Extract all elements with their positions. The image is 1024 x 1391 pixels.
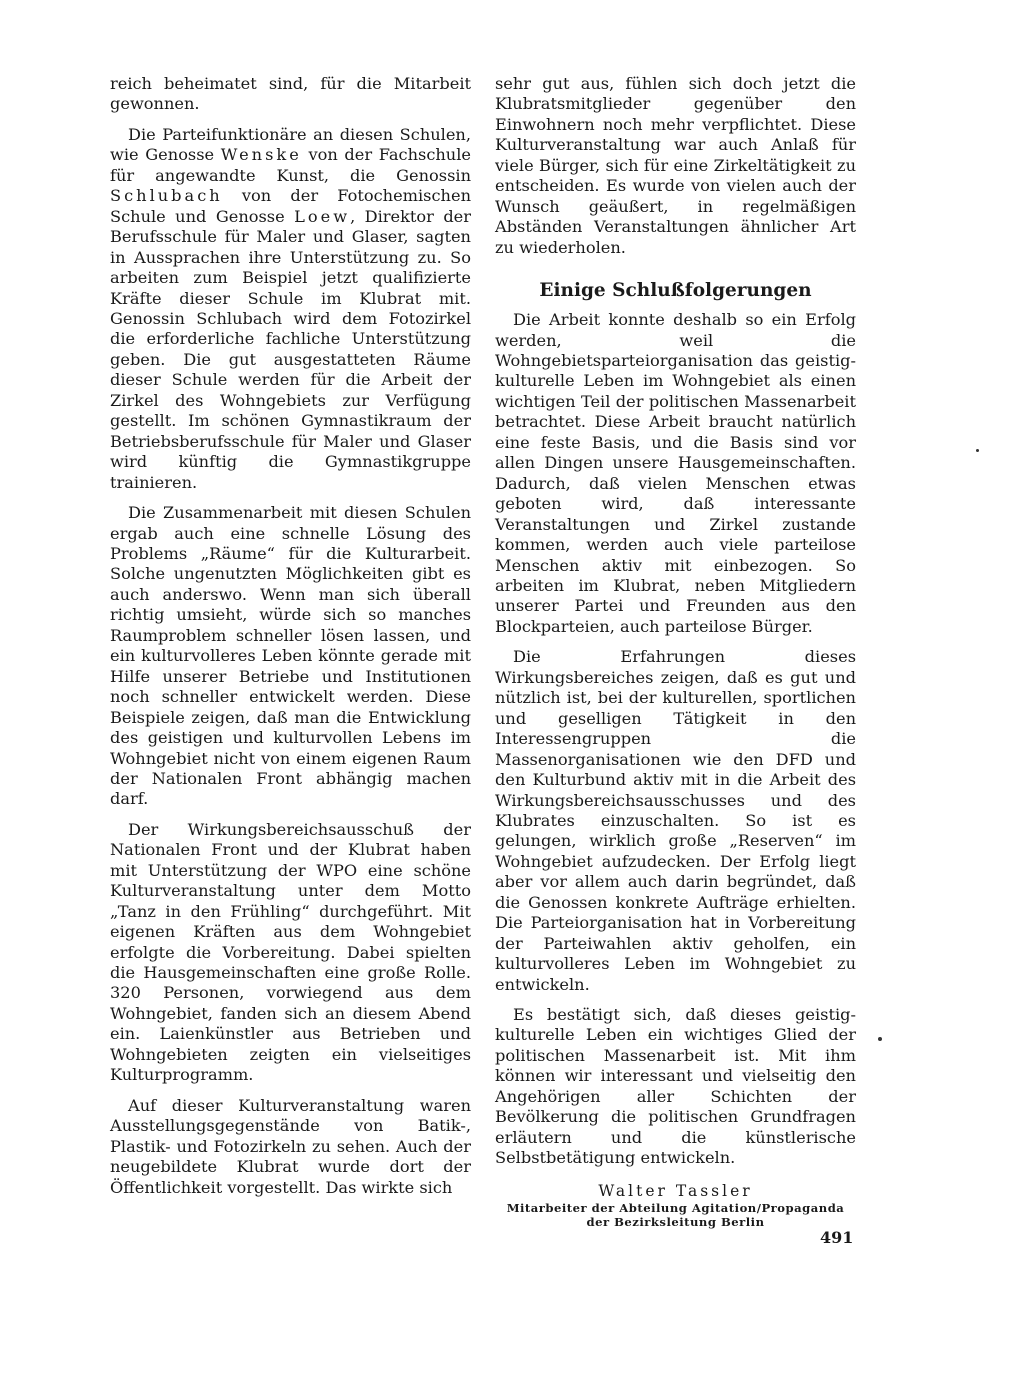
section-heading: Einige Schlußfolgerungen [539, 280, 812, 302]
author-name: Walter Tassler [598, 1181, 753, 1200]
paragraph-conclusion-3: Es bestätigt sich, daß dieses geistig-kulturelle Leben ein wichtiges Glied der politischen Massenarbeit ist. Mit ihm können wir interessant und vielseitig den Angehörigen aller Schichten der Bevölkerung die politischen Grundfragen erläutern und die künstlerische Selbstbetätigung entwickeln. [495, 1005, 856, 1168]
paragraph-2-part-b: von der Fachschule für angewandte Kunst, die Genossin [110, 145, 471, 185]
author-affiliation-line-2: der Bezirksleitung Berlin [586, 1214, 765, 1229]
paragraph-2-part-d: , Direktor der Berufsschule für Maler und Glaser, sagten in Aussprachen ihre Unterstützung zu. So arbeiten zum Beispiel jetzt qualifizierte Kräfte dieser Schule im Klubrat mit. Genossin Schlubach wird dem Fotozirkel die erforderliche fachliche Unterstützung geben. Die gut ausgestatteten Räume dieser Schule werden für die Arbeit der Zirkel des Wohngebiets zur Verfügung gestellt. Im schönen Gymnastikraum der Betriebsberufsschule für Maler und Glaser wird künftig die Gymnastikgruppe trainieren. [110, 206, 472, 492]
name-wenske: Wenske [220, 145, 302, 165]
paragraph-3: Die Zusammenarbeit mit diesen Schulen ergab auch eine schnelle Lösung des Problems „Räume“ für die Kulturarbeit. Solche ungenutzten Möglichkeiten gibt es auch anderswo. Wenn man sich überall richtig umsieht, würde sich so manches Raumproblem schneller lösen lassen, und ein kulturvolleres Leben könnte gerade mit Hilfe unserer Betriebe und Institutionen noch schneller entwickelt werden. Diese Beispiele zeigen, daß man die Entwicklung des geistigen und kulturvollen Lebens im Wohngebiet nicht von einem eigenen Raum der Nationalen Front abhängig machen darf. [110, 503, 471, 809]
paragraph-conclusion-2: Die Erfahrungen dieses Wirkungsbereiches zeigen, daß es gut und nützlich ist, bei der kulturellen, sportlichen und geselligen Tätigkeit in den Interessengruppen die Massenorganisationen wie den DFD und den Kulturbund aktiv mit in die Arbeit des Wirkungsbereichsausschusses und des Klubrates einzuschalten. So ist es gelungen, wirklich große „Reserven“ im Wohngebiet aufzudecken. Der Erfolg liegt aber vor allem auch darin begründet, daß die Genossen konkrete Aufträge erhielten. Die Parteiorganisation hat in Vorbereitung der Parteiwahlen aktiv geholfen, ein kulturvolleres Leben im Wohngebiet zu entwickeln. [495, 647, 856, 994]
paragraph-continued: sehr gut aus, fühlen sich doch jetzt die Klubratsmitglieder gegenüber den Einwohnern noch mehr verpflichtet. Diese Kulturveranstaltung war auch Anlaß für viele Bürger, sich für eine Zirkeltätigkeit zu entscheiden. Es wurde von vielen auch der Wunsch geäußert, in regelmäßigen Abständen Veranstaltungen ähnlicher Art zu wiederholen. [495, 74, 856, 257]
paragraph-4: Der Wirkungsbereichsausschuß der Nationalen Front und der Klubrat haben mit Unterstützung der WPO eine schöne Kulturveranstaltung unter dem Motto „Tanz in den Frühling“ durchgeführt. Mit eigenen Kräften aus dem Wohngebiet erfolgte die Vorbereitung. Dabei spielten die Hausgemeinschaften eine große Rolle. 320 Personen, vorwiegend aus dem Wohngebiet, fanden sich an diesem Abend ein. Laienkünstler aus Betrieben und Wohngebieten zeigten ein vielseitiges Kulturprogramm. [110, 819, 471, 1085]
left-column [110, 74, 471, 1198]
paragraph-5: Auf dieser Kulturveranstaltung waren Ausstellungsgegenstände von Batik-, Plastik- und Fotozirkeln zu sehen. Auch der neugebildete Klubrat wurde dort der Öffentlichkeit vorgestellt. Das wirkte sich [110, 1095, 471, 1197]
paragraph-2 [110, 125, 471, 493]
page-number: 491 [820, 1228, 854, 1247]
paragraph-conclusion-1: Die Arbeit konnte deshalb so ein Erfolg werden, weil die Wohngebietsparteiorganisation das geistig-kulturelle Leben im Wohngebiet als einen wichtigen Teil der politischen Massenarbeit betrachtet. Diese Arbeit braucht natürlich eine feste Basis, und die Basis sind vor allen Dingen unsere Hausgemeinschaften. Dadurch, daß vielen Menschen etwas geboten wird, daß interessante Veranstaltungen und Zirkel zustande kommen, werden auch viele parteilose Menschen aktiv mit einbezogen. So arbeiten im Klubrat, neben Mitgliedern unserer Partei und Freunden aus den Blockparteien, auch parteilose Bürger. [495, 310, 856, 636]
name-loew: Loew [294, 206, 351, 226]
paragraph-2-part-c: von der Fotochemischen Schule und Genosse [110, 186, 471, 226]
print-speck [878, 1037, 882, 1041]
paragraph-2-part-a: Die Parteifunktionäre an diesen Schulen, wie Genosse [110, 124, 471, 165]
author-affiliation-line-1: Mitarbeiter der Abteilung Agitation/Propaganda [506, 1200, 845, 1215]
right-column [495, 74, 856, 1229]
name-schlubach: Schlubach [110, 186, 223, 206]
paragraph-1: reich beheimatet sind, für die Mitarbeit gewonnen. [110, 74, 471, 114]
print-speck [976, 449, 979, 452]
